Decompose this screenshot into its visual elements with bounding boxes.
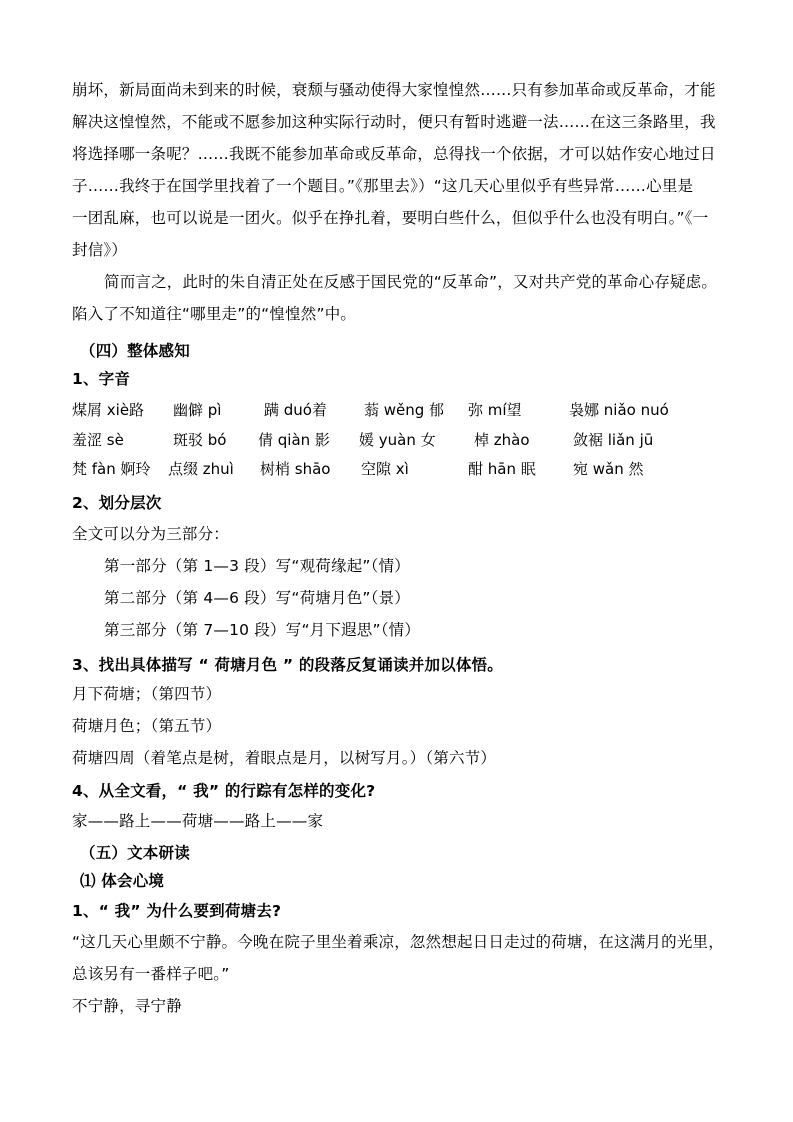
pron-r1-c6: 袅娜 niǎo nuó <box>569 401 669 419</box>
heading-q3: 3、找出具体描写 “ 荷塘月色 ” 的段落反复诵读并加以体悟。 <box>72 656 503 674</box>
q3-line-1: 月下荷塘；（第四节） <box>72 685 222 703</box>
heading-q5-1: 1、“ 我” 为什么要到荷塘去? <box>72 902 282 920</box>
pron-r1-c2: 幽僻 pì <box>173 401 222 419</box>
pron-r2-c4: 媛 yuàn 女 <box>359 431 436 449</box>
layers-intro: 全文可以分为三部分： <box>72 525 230 543</box>
q5-quote-line-1: “这几天心里颇不宁静。今晚在院子里坐着乘凉，忽然想起日日走过的荷塘，在这满月的光里， <box>72 933 724 951</box>
pron-r3-c3: 树梢 shāo <box>260 460 331 478</box>
q3-line-2: 荷塘月色；（第五节） <box>72 717 222 735</box>
intro-line-5: 一团乱麻，也可以说是一团火。似乎在挣扎着，要明白些什么，但似乎什么也没有明白。”《一 <box>72 209 709 227</box>
pron-r3-c4: 空隙 xì <box>361 460 409 478</box>
heading-layers: 2、划分层次 <box>72 494 162 512</box>
intro-line-3: 将选择哪一条呢？……我既不能参加革命或反革命，总得找一个依据，才可以姑作安心地过日 <box>72 145 716 163</box>
pron-r3-c6: 宛 wǎn 然 <box>573 460 644 478</box>
section-title-5: （五）文本研读 <box>80 844 190 862</box>
summary-line-2: 陷入了不知道往“哪里走”的“惶惶然”中。 <box>72 305 357 323</box>
q4-answer: 家——路上——荷塘——路上——家 <box>72 812 324 830</box>
summary-line-1: 简而言之，此时的朱自清正处在反感于国民党的“反革命”，又对共产党的革命心存疑虑。 <box>104 273 718 291</box>
pron-r3-c1: 梵 fàn 婀玲 <box>72 460 151 478</box>
pron-r3-c2: 点缀 zhuì <box>168 460 234 478</box>
heading-q4: 4、从全文看，“ 我” 的行踪有怎样的变化? <box>72 782 376 800</box>
intro-line-1: 崩坏，新局面尚未到来的时候，衰颓与骚动使得大家惶惶然……只有参加革命或反革命，才能 <box>72 81 716 99</box>
intro-line-4: 子……我终于在国学里找着了一个题目。”《那里去》）“这几天心里似乎有些异常……心里是 <box>72 177 694 195</box>
pron-r1-c5: 弥 mí望 <box>468 401 522 419</box>
layers-part-2: 第二部分（第 4—6 段）写“荷塘月色”（景） <box>104 589 410 607</box>
intro-line-6: 封信》） <box>72 241 128 259</box>
layers-part-3: 第三部分（第 7—10 段）写“月下遐思”（情） <box>104 621 421 639</box>
pron-r1-c1: 煤屑 xiè路 <box>72 401 145 419</box>
intro-line-2: 解决这惶惶然，不能或不愿参加这种实际行动时，便只有暂时逃避一法……在这三条路里，我 <box>72 113 716 131</box>
layers-part-1: 第一部分（第 1—3 段）写“观荷缘起”（情） <box>104 557 410 575</box>
pron-r2-c5: 棹 zhào <box>474 431 530 449</box>
pron-r2-c6: 敛裾 liǎn jū <box>573 431 654 449</box>
pron-r1-c3: 蹒 duó着 <box>264 401 327 419</box>
pron-r2-c3: 倩 qiàn 影 <box>258 431 330 449</box>
pron-r2-c1: 羞涩 sè <box>72 431 124 449</box>
pron-r2-c2: 斑驳 bó <box>173 431 227 449</box>
q3-line-3: 荷塘四周（着笔点是树，着眼点是月，以树写月。）（第六节） <box>72 749 497 767</box>
subsection-mood: ⑴ 体会心境 <box>80 872 165 890</box>
section-title-4: （四）整体感知 <box>80 342 190 360</box>
q5-quote-line-2: 总该另有一番样子吧。” <box>72 965 230 983</box>
pron-r3-c5: 酣 hān 眠 <box>468 460 536 478</box>
q5-answer: 不宁静，寻宁静 <box>72 997 182 1015</box>
heading-pronunciation: 1、字音 <box>72 370 131 388</box>
pron-r1-c4: 蓊 wěng 郁 <box>364 401 445 419</box>
